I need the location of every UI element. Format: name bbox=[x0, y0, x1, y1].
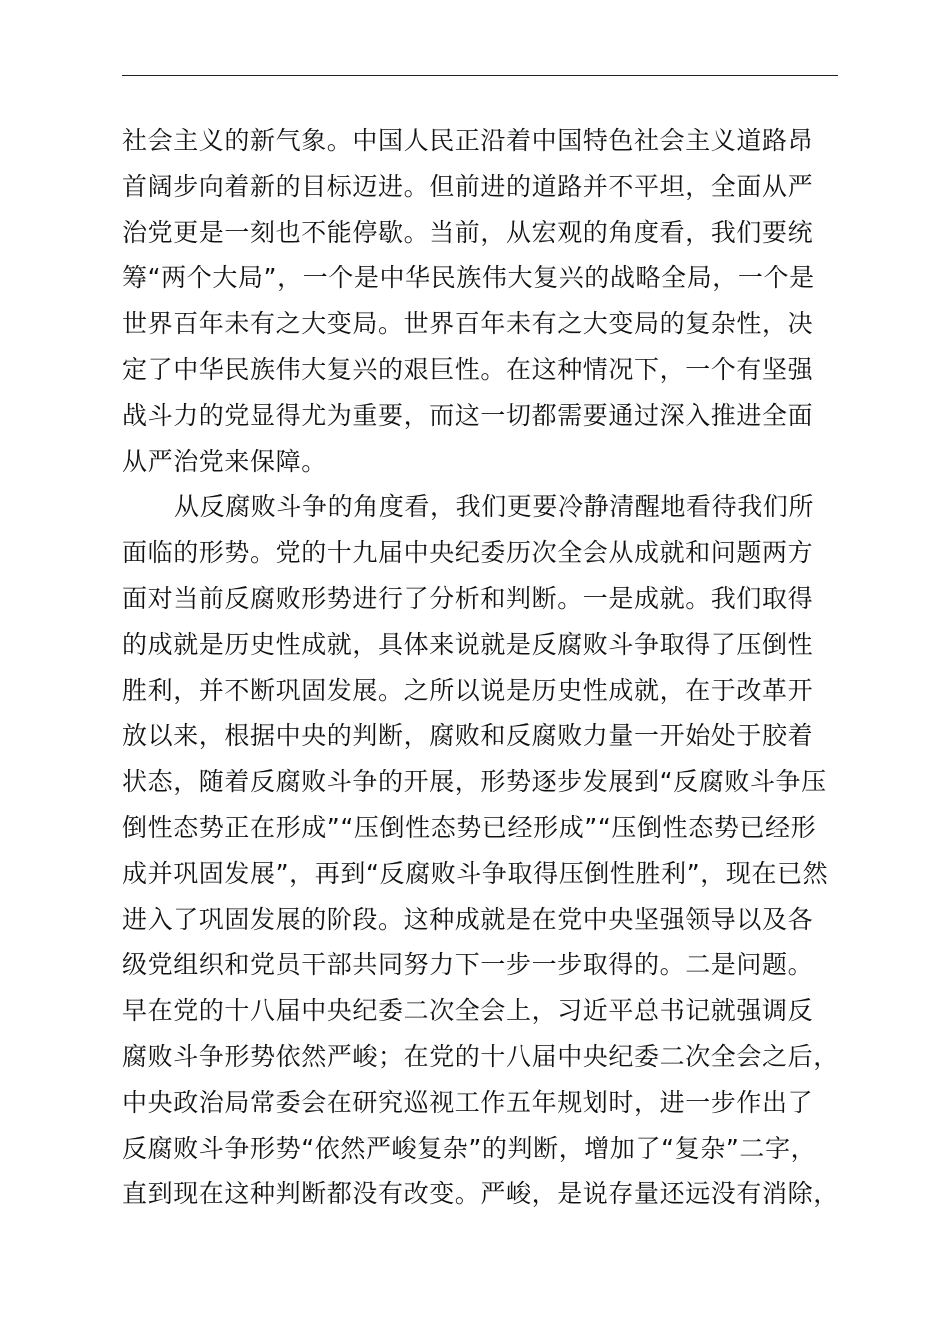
text-line: 倒性态势正在形成”“压倒性态势已经形成”“压倒性态势已经形 bbox=[122, 812, 817, 842]
text-line: 进入了巩固发展的阶段。这种成就是在党中央坚强领导以及各 bbox=[122, 904, 814, 934]
text-line: 面临的形势。党的十九届中央纪委历次全会从成就和问题两方 bbox=[122, 538, 814, 568]
text-line: 腐败斗争形势依然严峻；在党的十八届中央纪委二次全会之后， bbox=[122, 1041, 839, 1071]
text-line: 从严治党来保障。 bbox=[122, 446, 327, 476]
header-rule bbox=[122, 75, 838, 76]
text-line: 反腐败斗争形势“依然严峻复杂”的判断，增加了“复杂”二字， bbox=[122, 1133, 817, 1163]
text-line: 中央政治局常委会在研究巡视工作五年规划时，进一步作出了 bbox=[122, 1087, 814, 1117]
text-line: 成并巩固发展”，再到“反腐败斗争取得压倒性胜利”，现在已然 bbox=[122, 858, 829, 888]
text-line: 世界百年未有之大变局。世界百年未有之大变局的复杂性，决 bbox=[122, 309, 814, 339]
text-line: 状态，随着反腐败斗争的开展，形势逐步发展到“反腐败斗争压 bbox=[122, 767, 827, 797]
text-line: 定了中华民族伟大复兴的艰巨性。在这种情况下，一个有坚强 bbox=[122, 354, 814, 384]
text-line: 直到现在这种判断都没有改变。严峻，是说存量还远没有消除， bbox=[122, 1179, 839, 1209]
text-line: 首阔步向着新的目标迈进。但前进的道路并不平坦，全面从严 bbox=[122, 171, 814, 201]
text-line: 级党组织和党员干部共同努力下一步一步取得的。二是问题。 bbox=[122, 950, 814, 980]
text-line: 面对当前反腐败形势进行了分析和判断。一是成就。我们取得 bbox=[122, 583, 814, 613]
text-line: 放以来，根据中央的判断，腐败和反腐败力量一开始处于胶着 bbox=[122, 721, 814, 751]
paragraph-first-line: 从反腐败斗争的角度看，我们更要冷静清醒地看待我们所 bbox=[174, 492, 815, 522]
body-text bbox=[122, 118, 842, 1217]
text-line: 筹“两个大局”，一个是中华民族伟大复兴的战略全局，一个是 bbox=[122, 263, 815, 293]
text-line: 早在党的十八届中央纪委二次全会上，习近平总书记就强调反 bbox=[122, 996, 814, 1026]
text-line: 治党更是一刻也不能停歇。当前，从宏观的角度看，我们要统 bbox=[122, 217, 814, 247]
text-line: 的成就是历史性成就，具体来说就是反腐败斗争取得了压倒性 bbox=[122, 629, 814, 659]
text-line: 战斗力的党显得尤为重要，而这一切都需要通过深入推进全面 bbox=[122, 400, 814, 430]
text-line: 社会主义的新气象。中国人民正沿着中国特色社会主义道路昂 bbox=[122, 126, 814, 155]
text-line: 胜利，并不断巩固发展。之所以说是历史性成就，在于改革开 bbox=[122, 675, 814, 705]
